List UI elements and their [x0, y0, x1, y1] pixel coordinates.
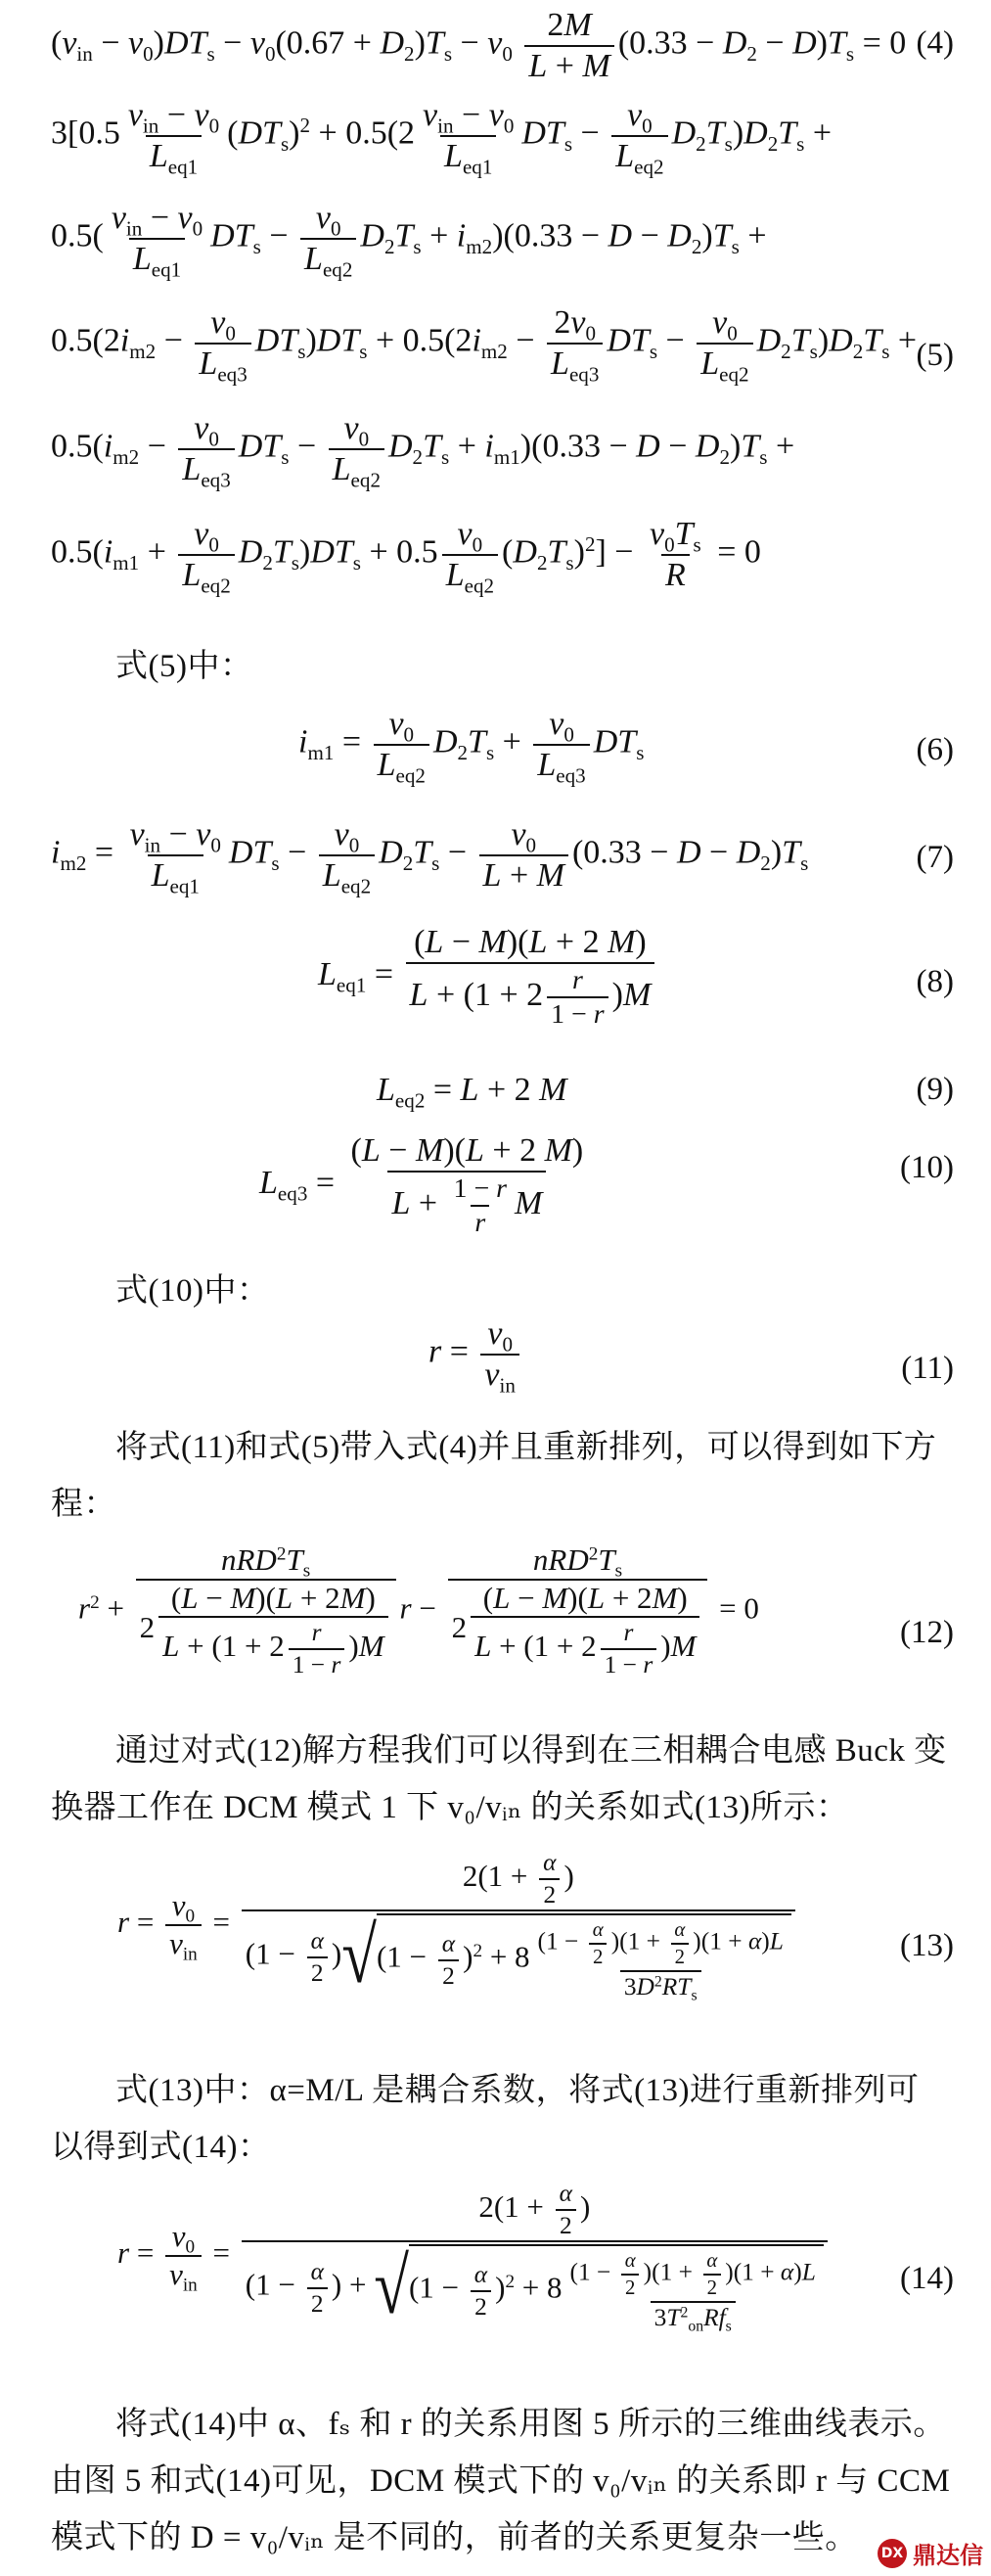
paragraph-eq13-where: 式(13)中：α=M/L 是耦合系数，将式(13)进行重新排列可以得到式(14)： [51, 2073, 920, 2165]
text-in-eq5: 式(5)中： [115, 649, 253, 684]
paragraph-figure5: 将式(14)中 α、fₛ 和 r 的关系用图 5 所示的三维曲线表示。由图 5 和式(14)可见，DCM 模式下的 v₀/vᵢₙ 的关系即 r 与 CCM 模式下的 D = v₀/vᵢₙ 是不同的，前者的关系更复杂一些。 [51, 2407, 951, 2555]
equation-number-5: (5) [916, 338, 954, 373]
logo-text: 鼎达信 [913, 2542, 983, 2569]
equation-number-14: (14) [900, 2261, 954, 2296]
equation-5-line5: $0.5(i_{m1}$ + $\frac{v_0}{L_{eq2}}$ $D_2T_s)DT_s + 0.5$ $\frac{v_0}{L_{eq2}}$ $(D_2T_s)^2$] − $\frac{v_0T_s}{R}$ = 0 [51, 516, 761, 598]
equation-10: $L_{eq3}$ = (L − M)(L + 2 M) L + $\frac{1 - r}{r}$ M [259, 1132, 584, 1238]
equation-number-12: (12) [900, 1615, 954, 1650]
equation-number-6: (6) [916, 732, 954, 767]
equation-6: $i_{m1}$ = $\frac{v_0}{L_{eq2}}$ $D_2T_s$ + $\frac{v_0}{L_{eq3}}$ $DT_s$ [298, 706, 645, 788]
equation-12: $r^2$ + $nRD^2T_s$ 2 (L − M)(L + 2M) L + (1 + 2 $\frac{r}{1 - r}$ )M r − $nRD^2T_s$ 2 (L − M)(L + 2M) L + (1 + 2 $\frac{r}{1 - r}$ )M = 0 [78, 1542, 759, 1679]
equation-9: $L_{eq2} = L + 2$ M [377, 1072, 567, 1113]
equation-number-13: (13) [900, 1928, 954, 1963]
watermark-logo [878, 2536, 983, 2570]
logo-mark-icon: DX [878, 2539, 907, 2568]
equation-5-line2: 0.5( $\frac{v_{in} - v_0}{L_{eq1}}$ $DT_s$ − $\frac{v_0}{L_{eq2}}$ $D_2T_s + i_{m2})(0.33 - D - D_2)T_s$ + [51, 200, 767, 282]
equation-5-line1: 3[0.5 $\frac{v_{in} - v_0}{L_{eq1}}$ $(DT_s)^2 + 0.5(2$ $\frac{v_{in} - v_0}{L_{eq1}}$ $DT_s$ − $\frac{v_0}{L_{eq2}}$ $D_2T_s)D_2T_s$ + [51, 97, 833, 179]
equation-number-11: (11) [901, 1351, 954, 1386]
equation-5-line3: $0.5(2i_{m2}$ − $\frac{v_0}{L_{eq3}}$ $DT_s)DT_s + 0.5(2i_{m2}$ − $\frac{2v_0}{L_{eq3}}$ $DT_s$ − $\frac{v_0}{L_{eq2}}$ $D_2T_s)D_2T_s$ + [51, 304, 918, 387]
equation-4: $(v_{in} - v_0)DT_s - v_0(0.67 + D_2)T_s - v_0$ $\frac{2M}{L + M}$ $(0.33 - D_2 - D)T_s = 0$ [51, 7, 907, 84]
equation-number-4: (4) [916, 25, 954, 61]
equation-7: $i_{m2}$ = $\frac{v_{in} - v_0}{L_{eq1}}$ $DT_s$ − $\frac{v_0}{L_{eq2}}$ $D_2T_s$ − $\frac{v_0}{L + M}$ $(0.33 - D - D_2)T_s$ [51, 816, 809, 898]
equation-14: r = $\frac{v_0}{v_{in}}$ = 2(1 + $\frac{\alpha}{2}$ ) (1 − $\frac{\alpha}{2}$ ) + √ (1 − $\frac{\alpha}{2}$ )$^2$ + 8 (1 − $\frac{\alpha}{2}$ )(1 + $\frac{\alpha}{2}$ )(1 + α)L $3T^2_{on}Rf_s$ [117, 2181, 832, 2331]
equation-number-8: (8) [916, 964, 954, 999]
equation-5-line4: $0.5(i_{m2}$ − $\frac{v_0}{L_{eq3}}$ $DT_s$ − $\frac{v_0}{L_{eq2}}$ $D_2T_s + i_{m1})(0.33 - D - D_2)T_s$ + [51, 410, 795, 492]
paragraph-solve: 通过对式(12)解方程我们可以得到在三相耦合电感 Buck 变换器工作在 DCM 模式 1 下 v₀/vᵢₙ 的关系如式(13)所示： [51, 1733, 947, 1825]
equation-11: r = $\frac{v_0}{v_{in}}$ [428, 1316, 523, 1392]
equation-number-7: (7) [916, 840, 954, 875]
equation-13: r = $\frac{v_0}{v_{in}}$ = 2(1 + $\frac{\alpha}{2}$ ) (1 − $\frac{\alpha}{2}$ ) √ (1 − $\frac{\alpha}{2}$ )$^2$ + 8 (1 − $\frac{\alpha}{2}$ )(1 + $\frac{\alpha}{2}$ )(1 + α)L $3D^2RT_s$ [117, 1850, 799, 2001]
text-in-eq10: 式(10)中： [115, 1273, 270, 1309]
equation-number-9: (9) [916, 1072, 954, 1107]
paragraph-substitution: 将式(11)和式(5)带入式(4)并且重新排列，可以得到如下方程： [51, 1430, 937, 1522]
equation-number-10: (10) [900, 1150, 954, 1185]
equation-8: $L_{eq1}$ = (L − M)(L + 2 M) L + (1 + 2 $\frac{r}{1 - r}$ )M [318, 925, 658, 1029]
